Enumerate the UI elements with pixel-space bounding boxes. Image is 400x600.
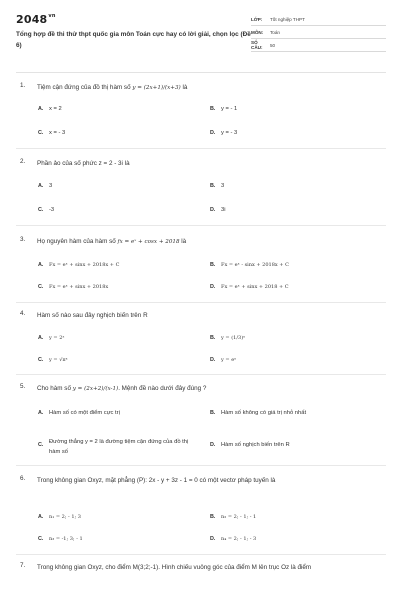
meta-value: Tốt nghiệp THPT bbox=[270, 16, 305, 22]
stem-math: y = (2x+1)/(x+3) bbox=[132, 85, 181, 91]
option-letter: A. bbox=[38, 335, 44, 341]
option-letter: D. bbox=[210, 357, 216, 363]
document-header bbox=[16, 13, 386, 73]
option-text: 3 bbox=[49, 183, 53, 189]
question-number: 3. bbox=[20, 236, 26, 243]
stem-text-end: là bbox=[179, 238, 187, 245]
question-divider bbox=[16, 148, 386, 149]
option-text: y = √πˣ bbox=[49, 357, 68, 363]
option-letter: A. bbox=[38, 410, 44, 416]
option-letter: C. bbox=[38, 130, 44, 136]
question-divider bbox=[16, 554, 386, 555]
question-stem bbox=[37, 383, 377, 395]
option-text: Hàm số không có giá trị nhỏ nhất bbox=[221, 410, 307, 416]
option-text: Hàm số có một điểm cực trị bbox=[49, 410, 120, 416]
option-letter: C. bbox=[38, 536, 44, 542]
option-text: Fx = eˣ - sinx + 2018x + C bbox=[221, 262, 289, 268]
question-stem bbox=[37, 475, 377, 486]
stem-text: Trong không gian Oxyz, cho điểm M(3;2;-1). Hình chiếu vuông góc của điểm M lên trục Oz là điểm bbox=[37, 564, 312, 571]
option-text: y = (1/3)ˣ bbox=[221, 335, 246, 341]
option-letter: D. bbox=[210, 536, 216, 542]
option-text: n₁ = 2; - 1; 3 bbox=[49, 514, 81, 520]
option-letter: B. bbox=[210, 410, 216, 416]
stem-text: Họ nguyên hàm của hàm số bbox=[37, 238, 118, 245]
meta-row-grade bbox=[251, 13, 386, 26]
question-stem bbox=[37, 310, 377, 321]
question-stem bbox=[37, 158, 377, 169]
meta-table bbox=[251, 13, 386, 52]
option-letter: C. bbox=[38, 284, 44, 290]
question-number: 6. bbox=[20, 475, 26, 482]
option-letter: C. bbox=[38, 207, 44, 213]
logo-text: 2048 bbox=[16, 13, 48, 26]
question-divider bbox=[16, 302, 386, 303]
meta-key: MÔN: bbox=[251, 29, 264, 35]
option-letter: B. bbox=[210, 183, 216, 189]
question-stem bbox=[37, 82, 377, 94]
page-title: Tổng hợp đề thi thử thpt quốc gia môn Toán cực hay có lời giải, chọn lọc (Đề 6) bbox=[16, 31, 251, 49]
meta-value: Toán bbox=[270, 29, 280, 35]
stem-math: fx = eˣ + cosx + 2018 bbox=[117, 239, 180, 245]
option-letter: A. bbox=[38, 262, 44, 268]
option-letter: B. bbox=[210, 262, 216, 268]
option-letter: B. bbox=[210, 335, 216, 341]
option-text: -3 bbox=[49, 207, 55, 213]
option-letter: D. bbox=[210, 207, 216, 213]
meta-key: SỐ CÂU: bbox=[251, 40, 263, 50]
option-text: Fx = eˣ + sinx + 2018x + C bbox=[49, 262, 120, 268]
option-text: Fx = eˣ + sinx + 2018x bbox=[49, 284, 109, 290]
question-number: 5. bbox=[20, 383, 26, 390]
question-divider bbox=[16, 374, 386, 375]
meta-value: 50 bbox=[270, 42, 276, 48]
option-text: Fx = eˣ + sinx + 2018 + C bbox=[221, 284, 289, 290]
site-logo[interactable] bbox=[16, 13, 56, 26]
option-letter: B. bbox=[210, 106, 216, 112]
meta-key: LỚP: bbox=[251, 16, 263, 22]
option-letter: D. bbox=[210, 284, 216, 290]
option-text: y = eˣ bbox=[221, 357, 237, 363]
logo-suffix: vn bbox=[48, 13, 56, 19]
option-text: n₂ = 2; - 1; - 1 bbox=[221, 514, 257, 520]
option-text: n₃ = -1; 3; - 1 bbox=[49, 536, 83, 542]
option-text: n₄ = 2; - 1; - 3 bbox=[221, 536, 257, 542]
stem-text-end: . Mệnh đề nào dưới đây đúng ? bbox=[118, 385, 207, 392]
stem-text: Tiệm cận đứng của đồ thị hàm số bbox=[37, 84, 133, 91]
question-divider bbox=[16, 225, 386, 226]
option-text: x = 2 bbox=[49, 106, 62, 112]
stem-text: Trong không gian Oxyz, mặt phẳng (P): 2x - y + 3z - 1 = 0 có một vectơ pháp tuyến là bbox=[37, 477, 276, 484]
stem-text-end: là bbox=[180, 84, 188, 91]
option-letter: A. bbox=[38, 106, 44, 112]
question-divider bbox=[16, 465, 386, 466]
option-letter: D. bbox=[210, 130, 216, 136]
option-letter: D. bbox=[210, 442, 216, 448]
option-text: 3 bbox=[221, 183, 225, 189]
question-stem bbox=[37, 562, 377, 573]
option-text: 3i bbox=[221, 207, 226, 213]
question-stem bbox=[37, 236, 377, 248]
stem-text: Cho hàm số bbox=[37, 385, 73, 392]
option-text: x = - 3 bbox=[49, 130, 66, 136]
option-text: Đường thẳng y = 2 là đường tiệm cận đứng của đồ thị hàm số bbox=[49, 439, 189, 455]
option-letter: C. bbox=[38, 357, 44, 363]
question-number: 1. bbox=[20, 82, 26, 89]
stem-math: y = (2x+2)/(x-1) bbox=[72, 386, 119, 392]
option-letter: C. bbox=[38, 442, 44, 448]
stem-text: Hàm số nào sau đây nghịch biến trên R bbox=[37, 312, 148, 319]
option-text: y = - 1 bbox=[221, 106, 238, 112]
option-letter: A. bbox=[38, 514, 44, 520]
option-letter: B. bbox=[210, 514, 216, 520]
meta-row-count bbox=[251, 39, 386, 52]
question-number: 4. bbox=[20, 310, 26, 317]
option-text: y = - 3 bbox=[221, 130, 238, 136]
stem-text: Phần ảo của số phức z = 2 - 3i là bbox=[37, 160, 130, 167]
header-divider bbox=[16, 72, 386, 73]
meta-row-subject bbox=[251, 26, 386, 39]
option-text: Hàm số nghịch biến trên R bbox=[221, 442, 290, 448]
option-text: y = 2ˣ bbox=[49, 335, 65, 341]
question-number: 2. bbox=[20, 158, 26, 165]
option-letter: A. bbox=[38, 183, 44, 189]
question-number: 7. bbox=[20, 562, 26, 569]
